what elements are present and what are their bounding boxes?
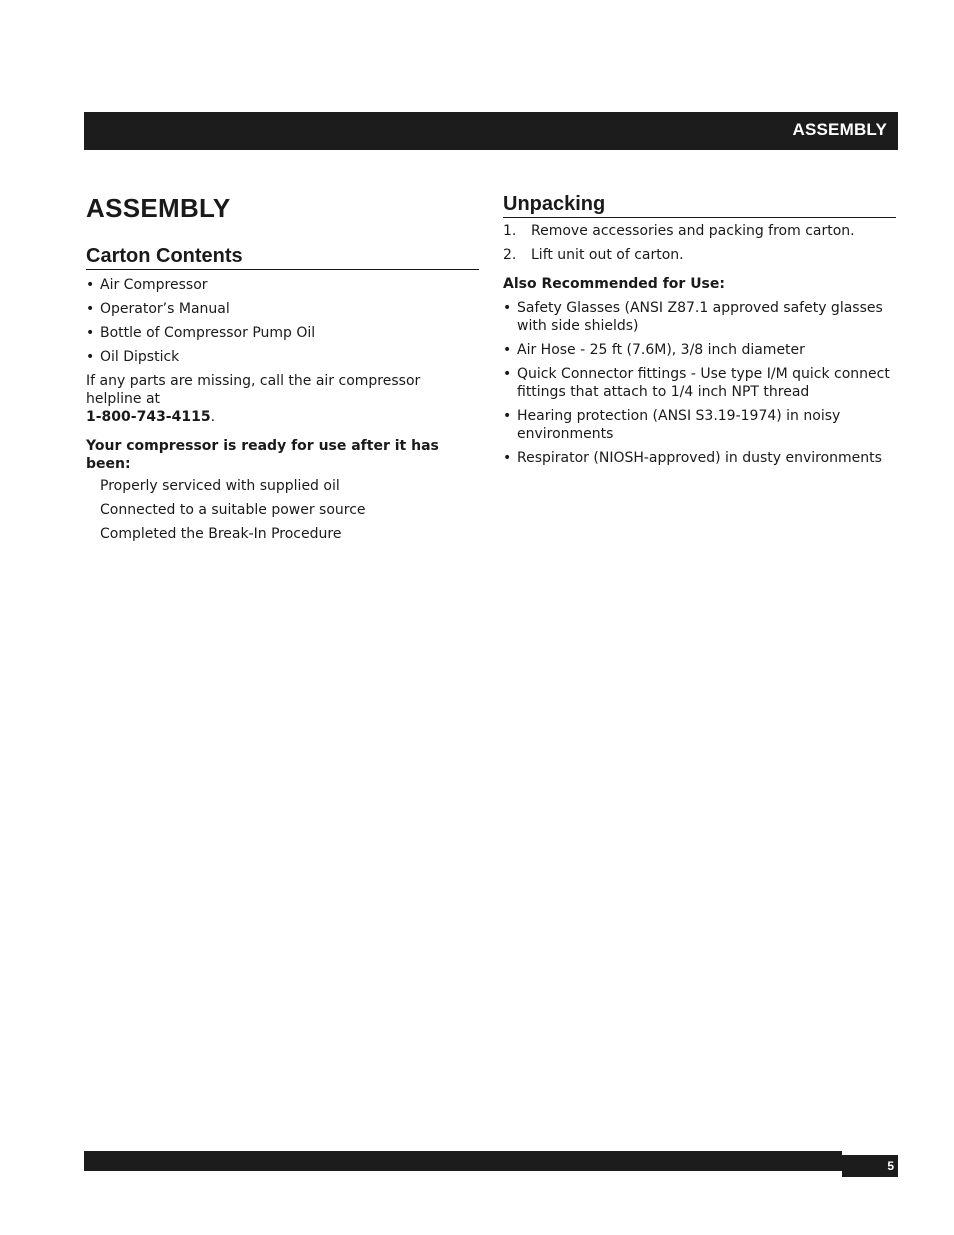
list-item: • Operator’s Manual: [86, 300, 479, 318]
missing-parts-text: If any parts are missing, call the air compressor helpline at: [86, 373, 421, 407]
list-item: • Oil Dipstick: [86, 348, 479, 366]
missing-parts-paragraph: [86, 372, 479, 426]
unpacking-heading: Unpacking: [503, 192, 896, 218]
left-column: [86, 192, 479, 549]
list-item: • Bottle of Compressor Pump Oil: [86, 324, 479, 342]
carton-contents-heading: Carton Contents: [86, 244, 479, 270]
list-item: Completed the Break-In Procedure: [100, 526, 342, 542]
step-item: [503, 222, 896, 240]
list-item: • Respirator (NIOSH-approved) in dusty environments: [503, 449, 896, 467]
also-recommended-list: [503, 299, 896, 467]
list-item: • Hearing protection (ANSI S3.19-1974) in noisy environments: [503, 407, 896, 443]
unpacking-steps: [503, 222, 896, 264]
step-number: 2.: [503, 247, 517, 263]
ready-list: [100, 477, 479, 543]
footer-bar: [84, 1151, 842, 1171]
list-item: • Safety Glasses (ANSI Z87.1 approved safety glasses with side shields): [503, 299, 896, 335]
list-item: Properly serviced with supplied oil: [100, 478, 340, 494]
carton-contents-list: [86, 276, 479, 366]
step-item: [503, 246, 896, 264]
page-number-box: [842, 1155, 898, 1177]
list-item: • Air Compressor: [86, 276, 479, 294]
header-bar: [84, 112, 898, 150]
ready-heading: Your compressor is ready for use after it has been:: [86, 438, 439, 472]
section-label: ASSEMBLY: [792, 120, 887, 139]
page-number: 5: [887, 1159, 894, 1173]
step-number: 1.: [503, 223, 517, 239]
page-title: ASSEMBLY: [86, 193, 231, 223]
list-item: • Air Hose - 25 ft (7.6M), 3/8 inch diameter: [503, 341, 896, 359]
right-column: [503, 192, 896, 473]
step-text: Lift unit out of carton.: [531, 247, 684, 263]
also-recommended-heading: Also Recommended for Use:: [503, 276, 725, 292]
helpline-number: 1-800-743-4115: [86, 409, 211, 425]
helpline-period: .: [210, 409, 216, 425]
list-item: • Quick Connector fittings - Use type I/M quick connect fittings that attach to 1/4 inch NPT thread: [503, 365, 896, 401]
list-item: Connected to a suitable power source: [100, 502, 366, 518]
step-text: Remove accessories and packing from carton.: [531, 223, 855, 239]
